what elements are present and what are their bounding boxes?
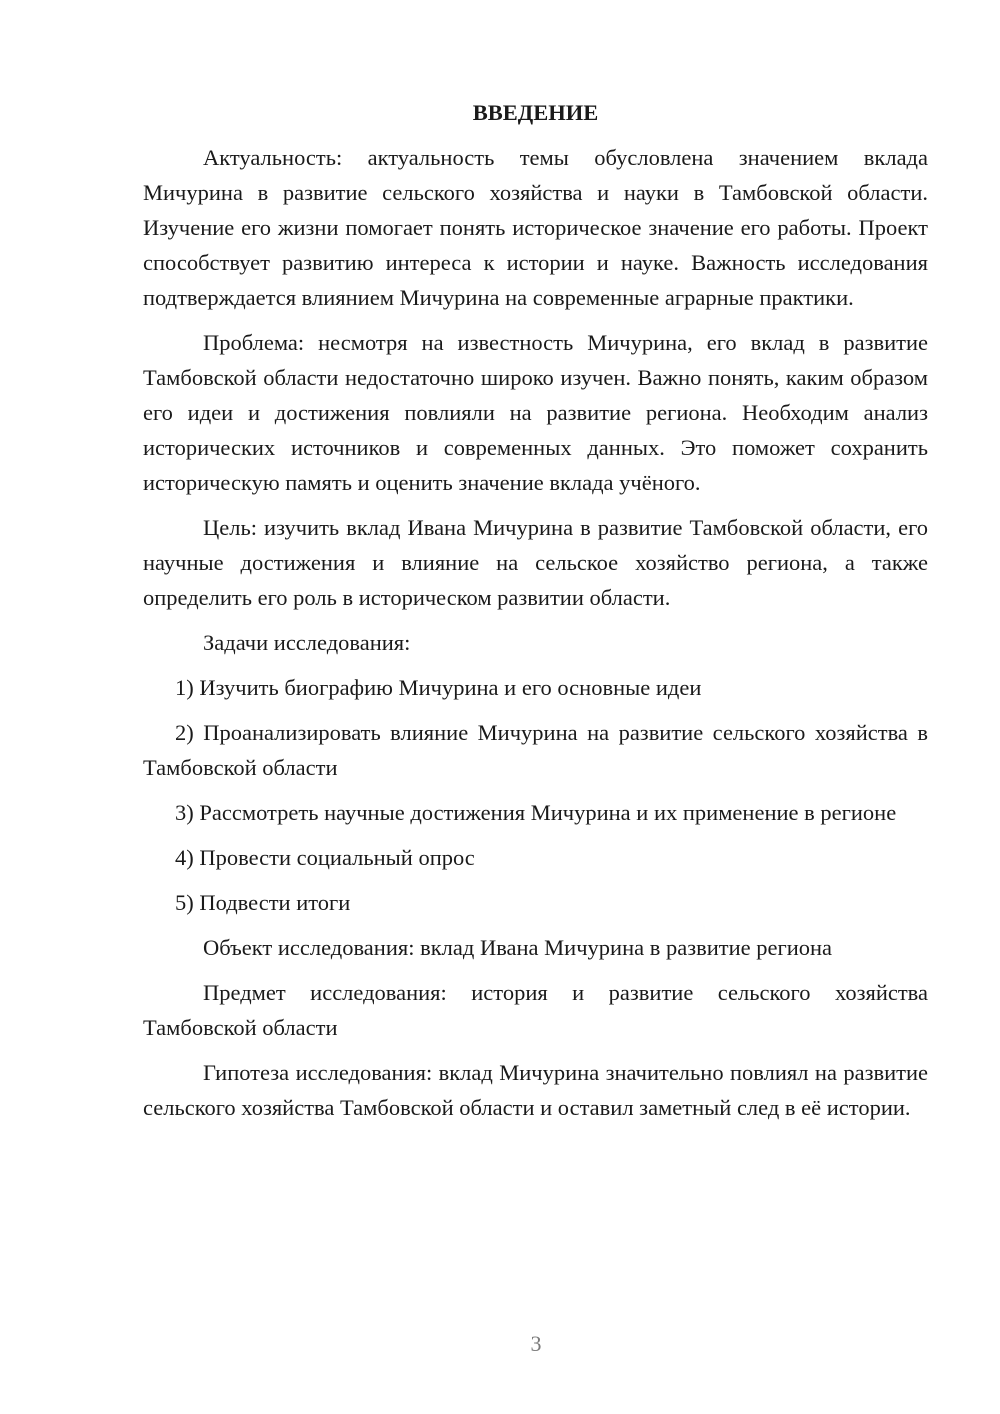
hypothesis-paragraph: Гипотеза исследования: вклад Мичурина значительно повлиял на развитие сельского хозяйства Тамбовской области и оставил заметный след в её истории. — [143, 1060, 928, 1120]
task-item: 5) Подвести итоги — [175, 890, 351, 915]
problem-paragraph: Проблема: несмотря на известность Мичурина, его вклад в развитие Тамбовской области недостаточно широко изучен. Важно понять, каким образом его идеи и достижения повлияли на развитие региона. Необходим анализ исторических источников и современных данных. Это поможет сохранить историческую память и оценить значение вклада учёного. — [143, 330, 928, 495]
relevance-paragraph: Актуальность: актуальность темы обусловлена значением вклада Мичурина в развитие сельского хозяйства и науки в Тамбовской области. Изучение его жизни помогает понять историческое значение его работы. Проект способствует развитию интереса к истории и науке. Важность исследования подтверждается влиянием Мичурина на современные аграрные практики. — [143, 145, 928, 310]
task-item: 3) Рассмотреть научные достижения Мичурина и их применение в регионе — [175, 800, 897, 825]
subject-paragraph: Предмет исследования: история и развитие сельского хозяйства Тамбовской области — [143, 980, 928, 1040]
object-paragraph: Объект исследования: вклад Ивана Мичурина в развитие региона — [203, 935, 833, 960]
task-item: 4) Провести социальный опрос — [175, 845, 475, 870]
tasks-heading: Задачи исследования: — [203, 630, 411, 655]
page-number: 3 — [530, 1331, 542, 1356]
task-item: 2) Проанализировать влияние Мичурина на развитие сельского хозяйства в Тамбовской области — [143, 720, 928, 780]
goal-paragraph: Цель: изучить вклад Ивана Мичурина в развитие Тамбовской области, его научные достижения и влияние на сельское хозяйство региона, а также определить его роль в историческом развитии области. — [143, 515, 928, 610]
section-title: ВВЕДЕНИЕ — [472, 100, 599, 125]
task-item: 1) Изучить биографию Мичурина и его основные идеи — [175, 675, 702, 700]
page-content — [143, 95, 928, 1135]
